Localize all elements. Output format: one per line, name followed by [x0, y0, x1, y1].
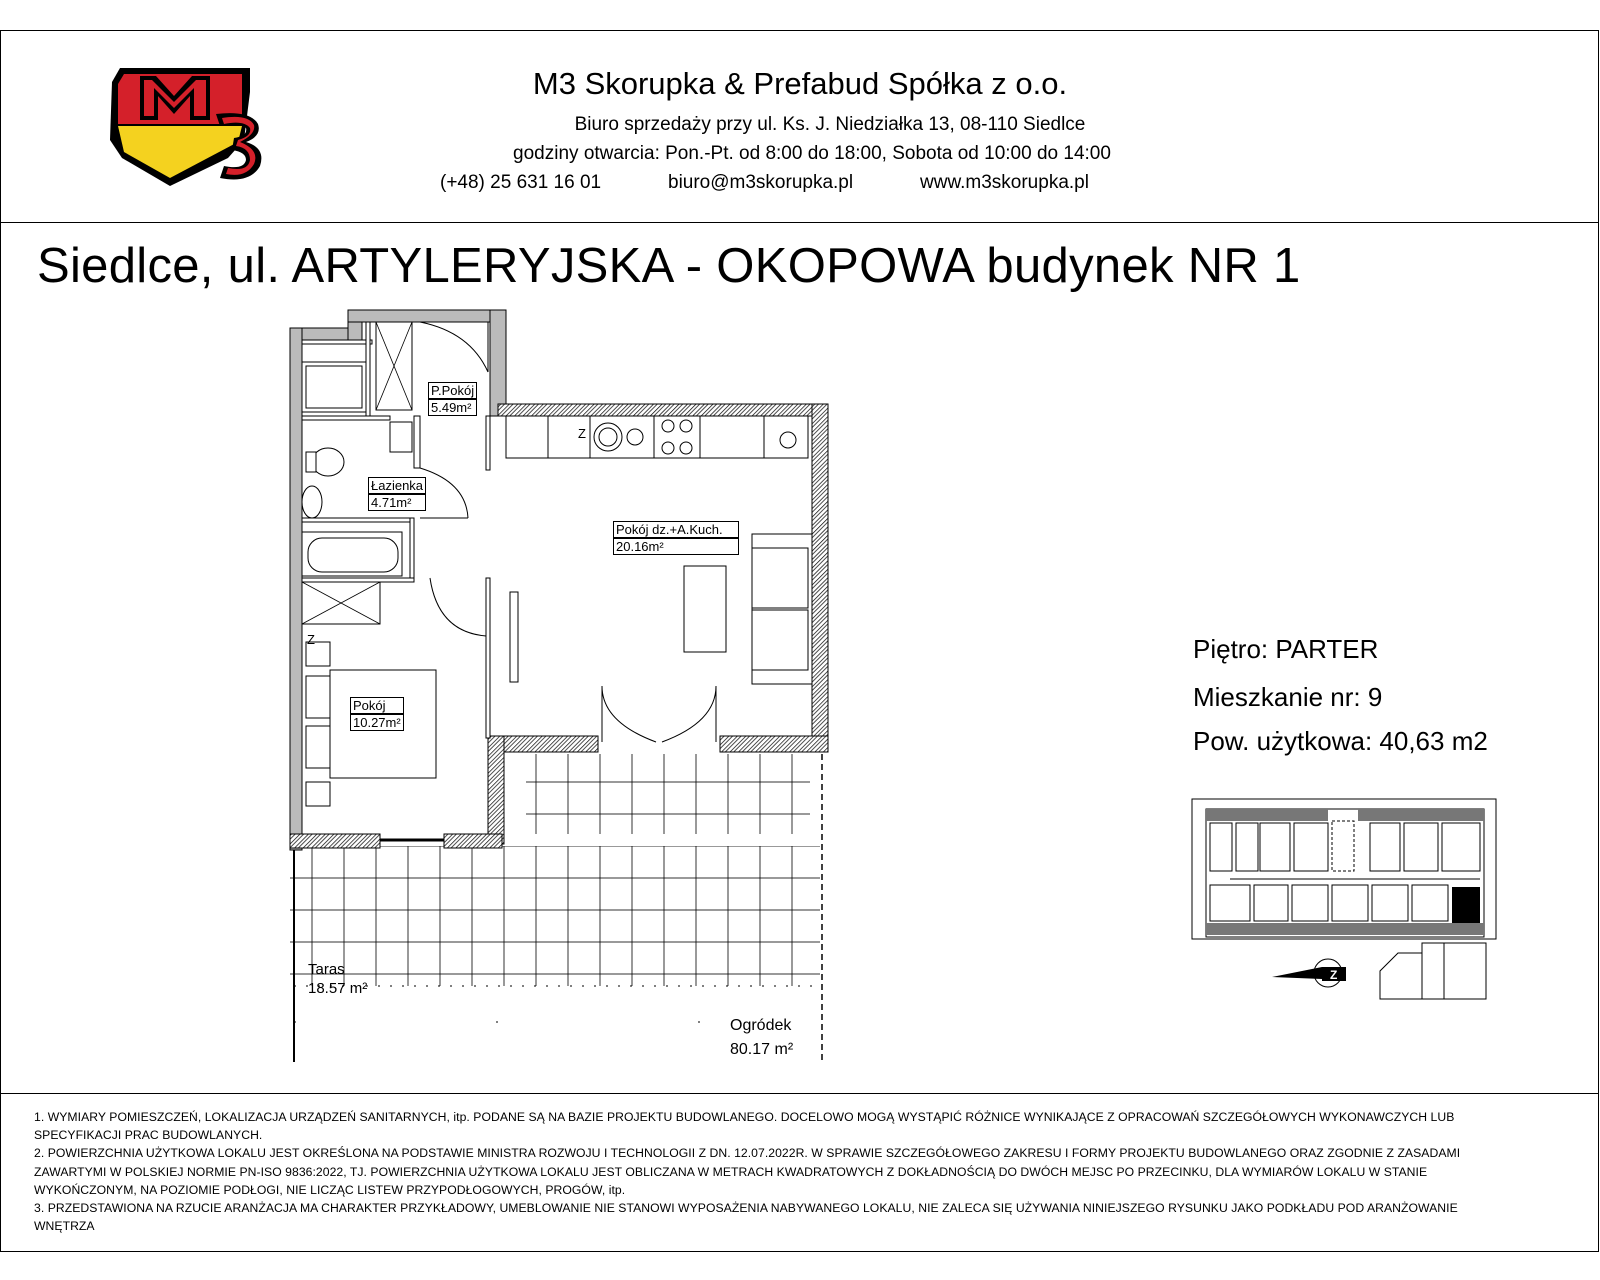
page-title: Siedlce, ul. ARTYLERYJSKA - OKOPOWA budynek NR 1 [37, 239, 1301, 293]
floor-plan [280, 302, 860, 1072]
room-label-garden [730, 1014, 793, 1062]
fridge-marker: Z [307, 632, 315, 647]
email-link[interactable]: biuro@m3skorupka.pl [668, 172, 854, 193]
apartment-number: Mieszkanie nr: 9 [1193, 682, 1383, 712]
room-area-bathroom: 4.71m² [368, 494, 426, 511]
room-area-hall: 5.49m² [428, 399, 477, 416]
room-area-garden: 80.17 m² [730, 1041, 794, 1058]
header-divider [0, 222, 1599, 223]
key-plan-drawing [1190, 795, 1510, 1017]
company-name: M3 Skorupka & Prefabud Spółka z o.o. [532, 66, 1068, 101]
note-3: 3. PRZEDSTAWIONA NA RZUCIE ARANŻACJA MA CHARAKTER PRZYKŁADOWY, UMEBLOWANIE NIE STANOWI WYPOSAŻENIA NABYWANEGO LOKALU, NIE ZALECA SIĘ UŻYWANIA NINIEJSZEGO RYSUNKU JAKO PODKŁADU POD ARANŻOWANIE WNĘTRZA [34, 1201, 1458, 1234]
room-name-hall: P.Pokój [428, 382, 477, 399]
north-marker: Z [1330, 968, 1338, 982]
phone-number: (+48) 25 631 16 01 [440, 172, 602, 193]
building-key-plan [1190, 795, 1510, 1017]
room-name-garden: Ogródek [730, 1017, 792, 1034]
room-label-bathroom [368, 477, 426, 511]
room-label-hall [428, 382, 477, 416]
room-area-terrace: 18.57 m² [308, 980, 368, 997]
notes-divider [0, 1093, 1599, 1094]
floor-plan-drawing [280, 302, 860, 1072]
footnotes [34, 1108, 1494, 1235]
room-name-bedroom: Pokój [350, 697, 404, 714]
usable-area: Pow. użytkowa: 40,63 m2 [1193, 726, 1488, 756]
sales-office-address: Biuro sprzedaży przy ul. Ks. J. Niedziałka 13, 08-110 Siedlce [574, 114, 1086, 135]
room-name-living: Pokój dz.+A.Kuch. [613, 521, 739, 538]
room-name-terrace: Taras [308, 961, 345, 978]
note-1: 1. WYMIARY POMIESZCZEŃ, LOKALIZACJA URZĄDZEŃ SANITARNYCH, itp. PODANE SĄ NA BAZIE PROJEKTU BUDOWLANEGO. DOCELOWO MOGĄ WYSTĄPIĆ RÓŻNICE WYNIKAJĄCE Z OPRACOWAŃ SZCZEGÓŁOWYCH WYKONAWCZYCH LUB SPECYFIKACJI PRAC BUDOWLANYCH. [34, 1110, 1455, 1143]
room-label-bedroom [350, 697, 404, 731]
room-label-living [613, 521, 739, 555]
room-area-bedroom: 10.27m² [350, 714, 404, 731]
room-label-terrace [308, 960, 367, 998]
kitchen-fridge-marker: Z [578, 426, 586, 441]
room-area-living: 20.16m² [613, 538, 739, 555]
floor-info: Piętro: PARTER [1193, 634, 1379, 664]
room-name-bathroom: Łazienka [368, 477, 426, 494]
note-2: 2. POWIERZCHNIA UŻYTKOWA LOKALU JEST OKREŚLONA NA PODSTAWIE MINISTRA ROZWOJU I TECHNOLOGII Z DN. 12.07.2022R. W SPRAWIE SZCZEGÓŁOWEGO ZAKRESU I FORMY PROJEKTU BUDOWLANEGO ORAZ ZGODNIE Z ZASADAMI ZAWARTYMI W POLSKIEJ NORMIE PN-ISO 9836:2022, TJ. POWIERZCHNIA UŻYTKOWA LOKALU JEST OBLICZANA W METRACH KWADRATOWYCH Z DOKŁADNOŚCIĄ DO DWÓCH MEJSC PO PRZECINKU, DLA WYMIARÓW LOKALU W STANIE WYKOŃCZONYM, NA POZIOMIE PODŁOGI, NIE LICZĄC LISTEW PRZYPODŁOGOWYCH, PROGÓW, itp. [34, 1146, 1461, 1197]
website-link[interactable]: www.m3skorupka.pl [920, 172, 1089, 193]
opening-hours: godziny otwarcia: Pon.-Pt. od 8:00 do 18:00, Sobota od 10:00 do 14:00 [513, 143, 1111, 164]
